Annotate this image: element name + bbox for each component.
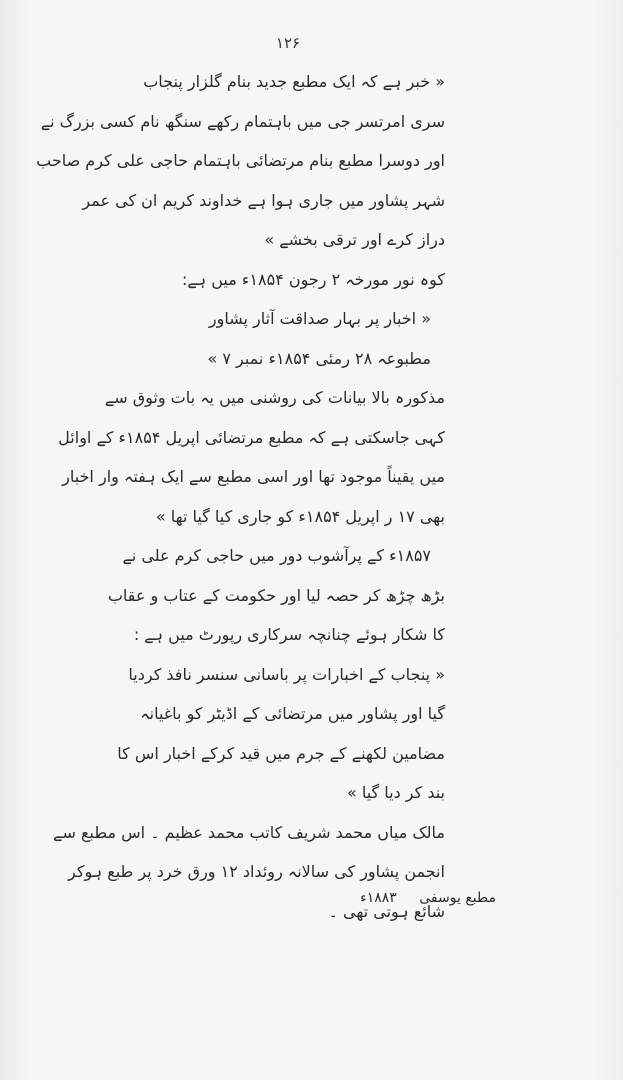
page-text [36,62,445,931]
text-line: دراز کرے اور ترقی بخشے » [264,230,445,249]
text-line: سری امرتسر جی میں باہتمام رکھے سنگھ نام کسی بزرگ نے [40,111,445,131]
text-line: مطبوعہ ۲۸ رمئی ۱۸۵۴ء نمبر ۷ » [207,348,431,368]
text-line: بند کر دیا گیا » [346,783,445,802]
text-line: « پنجاب کے اخبارات پر باسانی سنسر نافذ کردیا [128,664,445,684]
text-line: بڑھ چڑھ کر حصہ لیا اور حکومت کے عتاب و عقاب [107,585,445,605]
text-line: مضامین لکھنے کے جرم میں قید کرکے اخبار اس کا [117,743,445,763]
text-line: مذکورہ بالا بیانات کی روشنی میں یہ بات وثوق سے [104,388,445,407]
text-line: مالک میاں محمد شریف کاتب محمد عظیم ۔ اس مطبع سے [53,822,445,842]
margin-heading [356,882,496,914]
text-line: انجمن پشاور کی سالانہ روئداد ۱۲ ورق خرد پر طبع ہوکر [68,862,445,881]
margin-heading-year: ۱۸۸۳ء [360,890,397,906]
text-line: میں یقیناً موجود تھا اور اسی مطبع سے ایک ہفتہ وار اخبار [62,467,445,486]
margin-heading-title: مطبع یوسفی [419,890,496,906]
text-line: کوہ نور مورخہ ۲ رجون ۱۸۵۴ء میں ہے: [182,269,445,289]
text-line: کہی جاسکتی ہے کہ مطبع مرتضائی اپریل ۱۸۵۴ء کے اوائل [58,427,445,447]
text-line: « خبر ہے کہ ایک مطبع جدید بنام گلزار پنجاب [143,72,445,91]
page-number: ۱۲۶ [275,34,301,52]
text-line: شائع ہوتی تھی ۔ [328,901,445,921]
text-line: اور دوسرا مطبع بنام مرتضائی باہتمام حاجی علی کرم صاحب [36,151,445,170]
text-line: « اخبار پر بہار صداقت آثار پشاور [208,309,431,328]
text-line: شہر پشاور میں جاری ہوا ہے خداوند کریم ان کی عمر [82,190,445,210]
text-line: ۱۸۵۷ء کے پرآشوب دور میں حاجی کرم علی نے [122,546,431,565]
text-line: بھی ۱۷ ر اپریل ۱۸۵۴ء کو جاری کیا گیا تھا » [155,506,445,526]
text-line: گیا اور پشاور میں مرتضائی کے اڈیٹر کو باغیانہ [140,704,445,723]
text-line: کا شکار ہوئے چنانچہ سرکاری رپورٹ میں ہے : [133,625,445,644]
